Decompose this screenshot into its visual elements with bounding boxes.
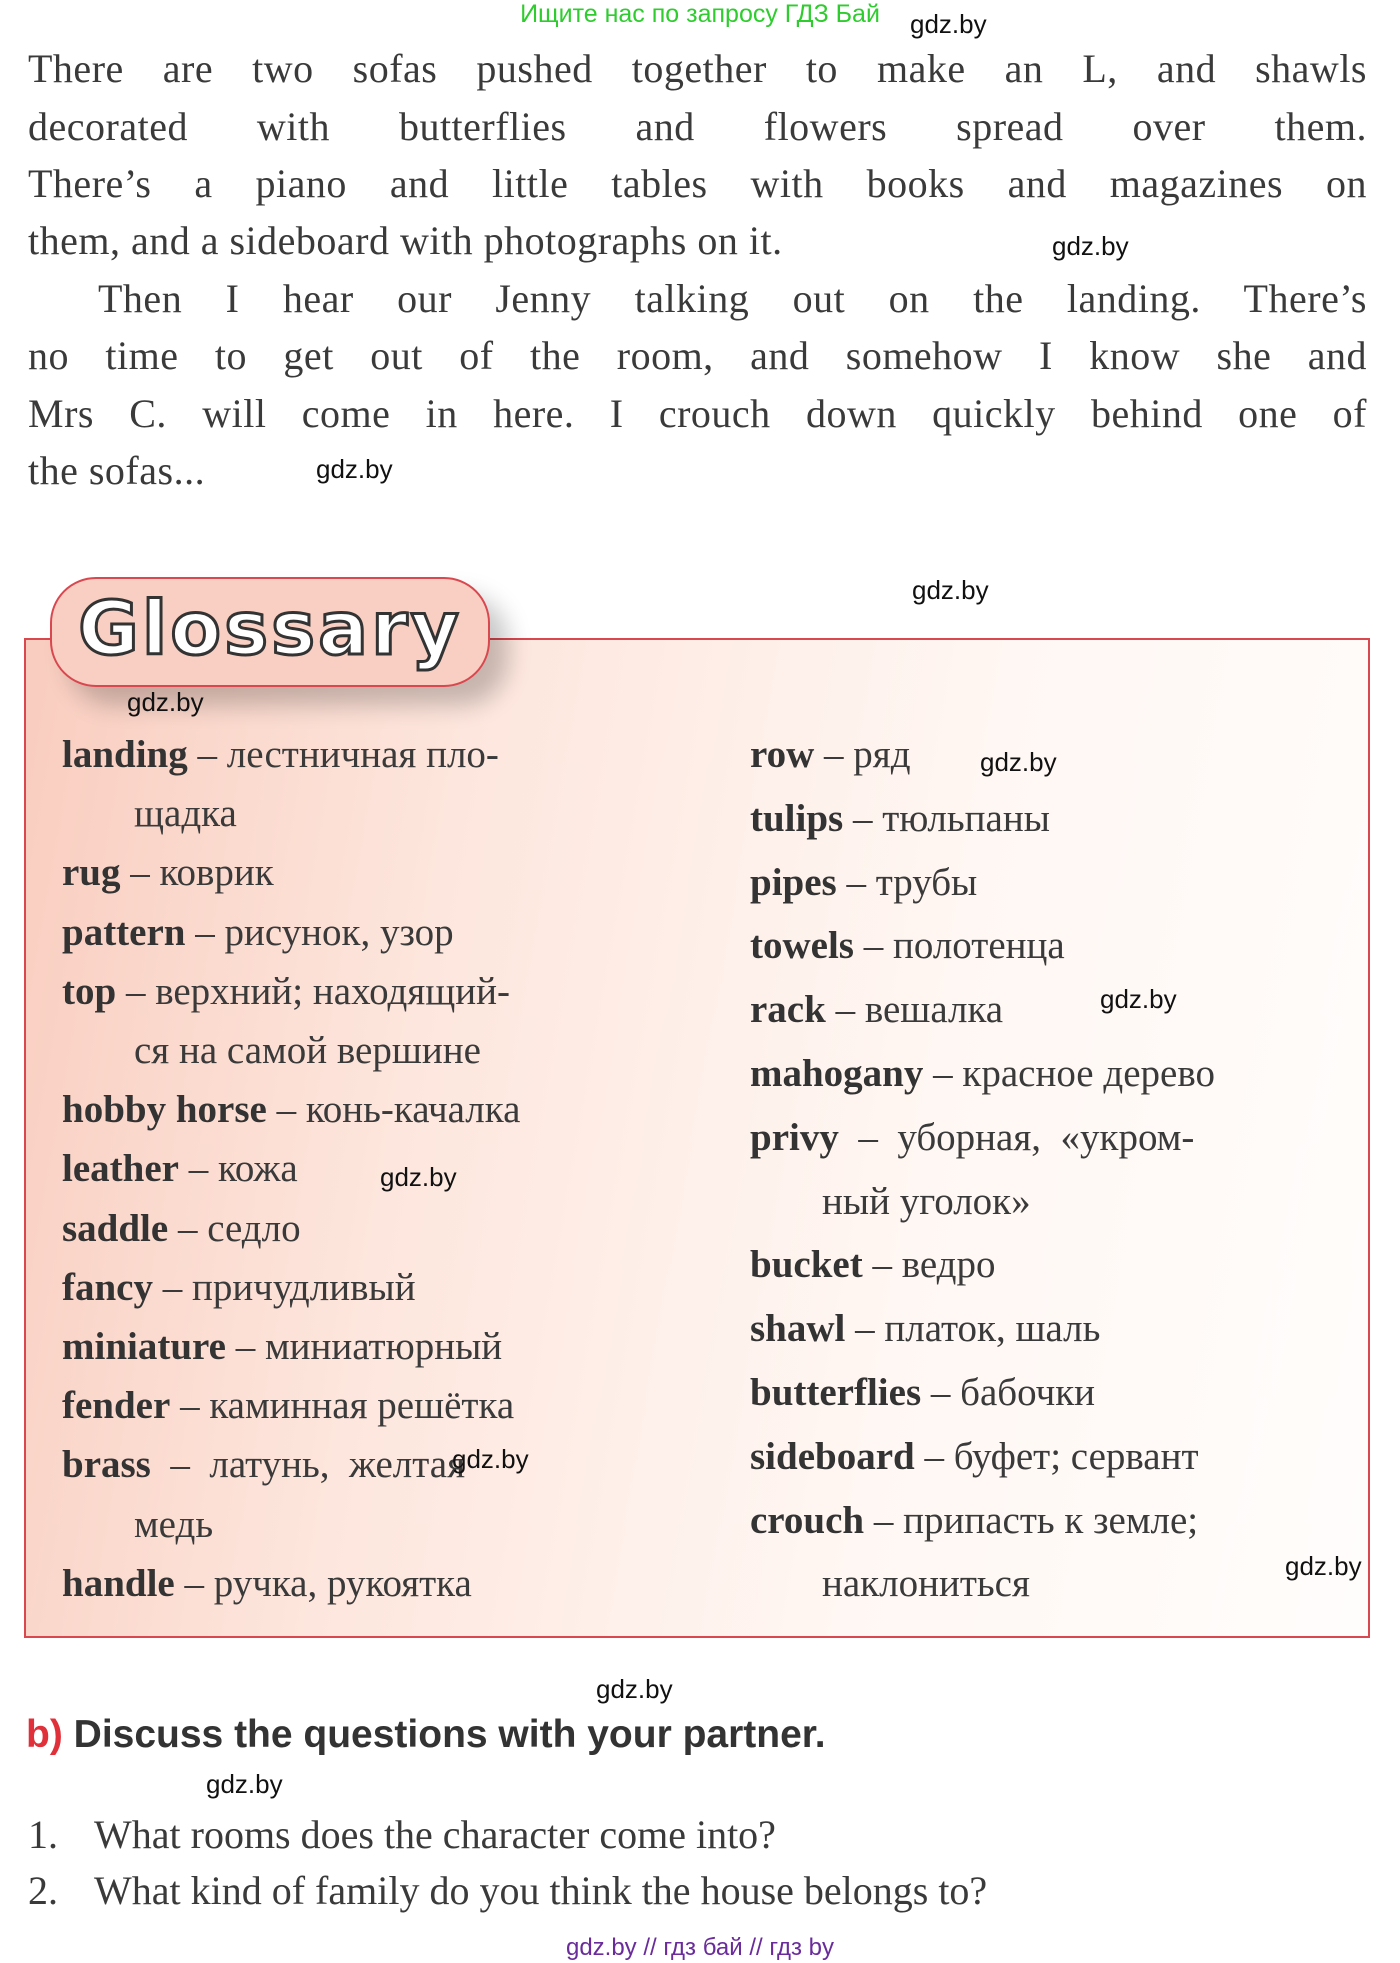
paragraph-line: Then I hear our Jenny talking out on the landing. There’s bbox=[98, 276, 1367, 321]
glossary-term: top bbox=[62, 969, 117, 1013]
question-1 bbox=[28, 1811, 776, 1859]
watermark: gdz.by bbox=[1052, 231, 1129, 261]
glossary-term: saddle bbox=[62, 1206, 169, 1250]
watermark: gdz.by bbox=[316, 454, 393, 484]
glossary-term: rug bbox=[62, 851, 121, 895]
watermark: gdz.by bbox=[127, 687, 204, 717]
question-2 bbox=[28, 1867, 987, 1915]
watermark: gdz.by bbox=[980, 747, 1057, 777]
glossary-term: bucket bbox=[750, 1243, 863, 1287]
glossary-definition-continued: медь bbox=[134, 1502, 214, 1546]
glossary-term: tulips bbox=[750, 796, 844, 840]
watermark: gdz.by bbox=[452, 1444, 529, 1474]
glossary-entry bbox=[62, 1441, 465, 1489]
paragraph-line: no time to get out of the room, and somehow I know she and bbox=[28, 333, 1367, 378]
glossary-definition: – уборная, «укром- bbox=[838, 1115, 1195, 1159]
glossary-definition: – каминная решётка bbox=[170, 1384, 515, 1428]
glossary-definition-continued: ный уголок» bbox=[822, 1179, 1031, 1223]
question-number: 2. bbox=[28, 1868, 58, 1913]
glossary-entry bbox=[62, 1323, 502, 1371]
glossary-term: shawl bbox=[750, 1307, 846, 1351]
glossary-definition-continued: ся на самой вершине bbox=[134, 1029, 481, 1072]
task-text: Discuss the questions with your partner. bbox=[62, 1713, 826, 1756]
glossary-entry bbox=[750, 1497, 1198, 1545]
glossary-entry bbox=[62, 968, 510, 1016]
glossary-entry bbox=[62, 1382, 514, 1430]
glossary-definition: – миниатюрный bbox=[225, 1325, 503, 1368]
glossary-definition: – ручка, рукоятка bbox=[174, 1561, 472, 1605]
glossary-term: landing bbox=[62, 733, 188, 776]
glossary-entry bbox=[750, 795, 1050, 843]
question-text: What rooms does the character come into? bbox=[94, 1812, 776, 1857]
glossary-definition: – вешалка bbox=[825, 988, 1004, 1032]
glossary-entry bbox=[62, 909, 454, 957]
glossary-term: towels bbox=[750, 924, 854, 968]
glossary-entry bbox=[750, 1433, 1199, 1481]
glossary-entry bbox=[750, 859, 977, 907]
watermark: gdz.by bbox=[596, 1674, 673, 1704]
glossary-entry bbox=[750, 731, 911, 779]
glossary-term: leather bbox=[62, 1147, 179, 1191]
watermark: gdz.by bbox=[380, 1162, 457, 1192]
glossary-term: privy bbox=[750, 1115, 839, 1159]
watermark: gdz.by bbox=[206, 1769, 283, 1799]
glossary-term: hobby horse bbox=[62, 1088, 267, 1132]
glossary-entry bbox=[62, 731, 499, 779]
glossary-definition: – лестничная пло- bbox=[187, 733, 499, 776]
glossary-definition: – коврик bbox=[120, 851, 274, 895]
glossary-term: miniature bbox=[62, 1325, 226, 1368]
paragraph-line: There’s a piano and little tables with books and magazines on bbox=[28, 161, 1367, 206]
glossary-definition-continued: наклониться bbox=[822, 1562, 1030, 1606]
glossary-entry bbox=[750, 1050, 1215, 1098]
paragraph-line: There are two sofas pushed together to make an L, and shawls bbox=[28, 46, 1367, 91]
watermark: gdz.by bbox=[910, 9, 987, 39]
glossary-definition: – припасть к земле; bbox=[864, 1498, 1199, 1542]
glossary-term: pipes bbox=[750, 860, 837, 904]
glossary-definition: – рисунок, узор bbox=[185, 910, 454, 954]
glossary-definition: – кожа bbox=[178, 1147, 298, 1191]
glossary-term: crouch bbox=[750, 1498, 865, 1542]
paragraph-line: Mrs C. will come in here. I crouch down quickly behind one of bbox=[28, 391, 1367, 436]
glossary-definition: – тюльпаны bbox=[843, 796, 1050, 840]
glossary-term: brass bbox=[62, 1443, 151, 1487]
glossary-entry bbox=[750, 1369, 1095, 1417]
glossary-entry bbox=[62, 1145, 298, 1193]
watermark: gdz.by bbox=[1285, 1551, 1362, 1581]
glossary-definition: – ряд bbox=[814, 733, 911, 776]
watermark: gdz.by bbox=[1100, 984, 1177, 1014]
paragraph-line: decorated with butterflies and flowers spread over them. bbox=[28, 104, 1367, 149]
glossary-entry bbox=[62, 1205, 301, 1253]
search-banner[interactable]: Ищите нас по запросу ГДЗ Бай bbox=[520, 0, 880, 28]
glossary-definition-continued: щадка bbox=[134, 792, 237, 836]
glossary-term: fancy bbox=[62, 1265, 153, 1309]
glossary-definition: – конь-качалка bbox=[266, 1088, 521, 1132]
watermark: gdz.by bbox=[912, 575, 989, 605]
glossary-entry bbox=[62, 1264, 416, 1312]
glossary-term: butterflies bbox=[750, 1371, 922, 1414]
glossary-term: rack bbox=[750, 988, 826, 1032]
glossary-term: handle bbox=[62, 1561, 175, 1605]
glossary-term: sideboard bbox=[750, 1434, 915, 1478]
glossary-entry bbox=[750, 1241, 996, 1289]
question-text: What kind of family do you think the house belongs to? bbox=[94, 1868, 988, 1913]
glossary-definition: – полотенца bbox=[853, 924, 1065, 968]
glossary-definition: – причудливый bbox=[153, 1265, 416, 1309]
glossary-definition: – красное дерево bbox=[923, 1052, 1215, 1095]
glossary-term: pattern bbox=[62, 910, 186, 954]
glossary-definition: – трубы bbox=[836, 860, 978, 904]
glossary-entry bbox=[750, 1114, 1194, 1162]
glossary-term: mahogany bbox=[750, 1052, 924, 1095]
glossary-definition: – латунь, желтая bbox=[150, 1443, 466, 1487]
glossary-definition: – бабочки bbox=[921, 1371, 1096, 1414]
glossary-entry bbox=[62, 1086, 520, 1134]
question-number: 1. bbox=[28, 1812, 58, 1857]
paragraph-line: the sofas... bbox=[28, 448, 206, 493]
glossary-title: Glossary bbox=[78, 586, 462, 672]
glossary-definition: – буфет; сервант bbox=[914, 1434, 1199, 1478]
task-b-heading bbox=[26, 1712, 826, 1757]
glossary-title-tab bbox=[50, 577, 490, 687]
footer-links[interactable]: gdz.by // гдз бай // гдз by bbox=[565, 1934, 835, 1961]
glossary-entry bbox=[62, 849, 274, 897]
glossary-entry bbox=[750, 986, 1003, 1034]
glossary-definition: – ведро bbox=[862, 1243, 996, 1287]
glossary-term: fender bbox=[62, 1384, 171, 1428]
paragraph-line: them, and a sideboard with photographs on it. bbox=[28, 218, 783, 263]
glossary-definition: – верхний; находящий- bbox=[116, 969, 510, 1013]
glossary-entry bbox=[750, 922, 1065, 970]
glossary-term: row bbox=[750, 733, 815, 776]
glossary-entry bbox=[750, 1305, 1100, 1353]
glossary-definition: – седло bbox=[168, 1206, 301, 1250]
glossary-entry bbox=[62, 1560, 472, 1608]
glossary-definition: – платок, шаль bbox=[845, 1307, 1101, 1351]
task-label: b) bbox=[26, 1713, 63, 1756]
